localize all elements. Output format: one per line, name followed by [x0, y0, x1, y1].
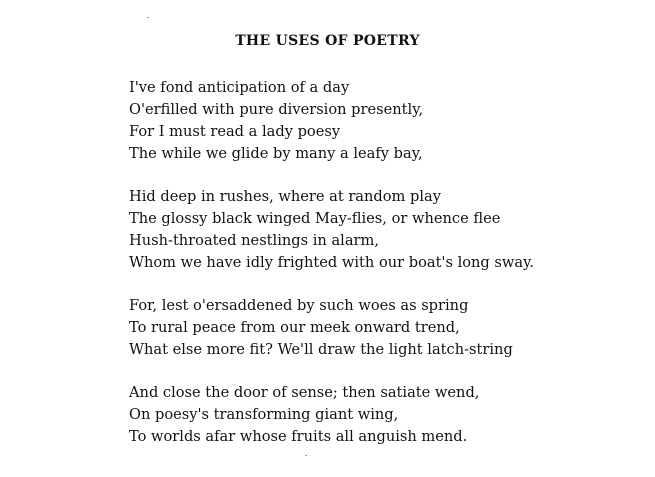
poem-line: What else more fit? We'll draw the light latch-string — [129, 341, 513, 358]
stanza-3 — [129, 295, 649, 361]
poem-line: To worlds afar whose fruits all anguish mend. — [129, 428, 468, 445]
poem-line: On poesy's transforming giant wing, — [129, 406, 399, 423]
poem-line: The glossy black winged May-flies, or whence flee — [129, 210, 501, 227]
stanza-2 — [129, 186, 649, 274]
poem-line: I've fond anticipation of a day — [129, 79, 350, 96]
stanza-1 — [129, 77, 649, 165]
poem-line: O'erfilled with pure diversion presently, — [129, 101, 424, 118]
poem-line: The while we glide by many a leafy bay, — [129, 145, 423, 162]
poem-line: For I must read a lady poesy — [129, 123, 341, 140]
poem-line: Hush-throated nestlings in alarm, — [129, 232, 379, 249]
poem-line: For, lest o'ersaddened by such woes as spring — [129, 297, 469, 314]
poem-line: Whom we have idly frighted with our boat's long sway. — [129, 254, 535, 271]
scan-speck — [147, 17, 149, 18]
poem-title: THE USES OF POETRY — [235, 33, 420, 49]
poem-line: And close the door of sense; then satiate wend, — [129, 384, 480, 401]
poem-line: Hid deep in rushes, where at random play — [129, 188, 441, 205]
poem-body — [129, 77, 649, 469]
stanza-4 — [129, 382, 649, 448]
poem-line: To rural peace from our meek onward trend, — [129, 319, 460, 336]
